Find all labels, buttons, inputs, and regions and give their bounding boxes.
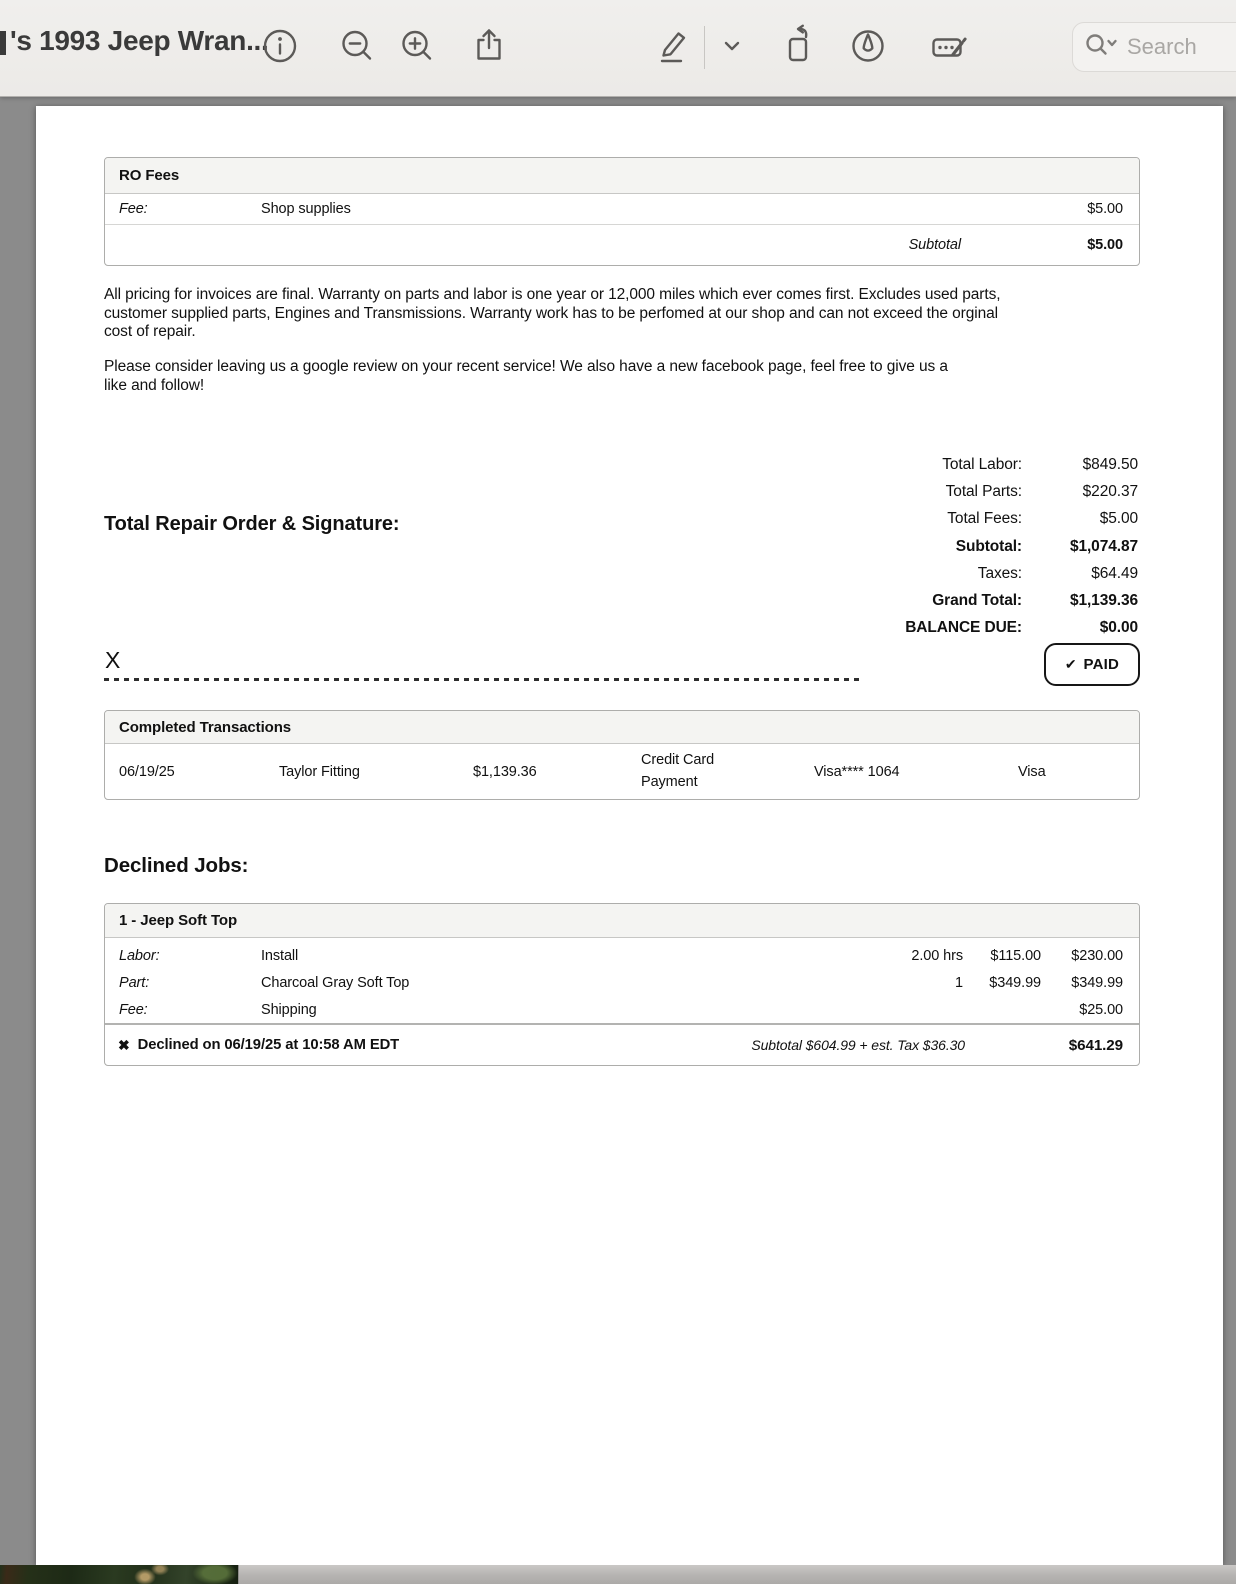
fee-amount: $5.00 — [1087, 201, 1123, 217]
draw-button[interactable] — [846, 25, 890, 69]
search-icon — [1083, 30, 1119, 65]
transaction-name: Taylor Fitting — [279, 763, 360, 780]
total-labor-row: Total Labor: $849.50 — [942, 455, 1138, 473]
paid-badge — [1044, 643, 1140, 686]
transaction-card: Visa**** 1064 — [814, 763, 900, 780]
draw-icon — [846, 24, 890, 71]
rotate-icon — [777, 24, 821, 71]
declined-jobs-heading: Declined Jobs: — [104, 854, 249, 877]
info-button[interactable] — [258, 25, 302, 69]
grand-total-row: Grand Total: $1,139.36 — [932, 592, 1138, 610]
desktop-wallpaper-photo — [0, 1565, 238, 1584]
markup-pencil-icon — [650, 24, 694, 71]
table-row — [105, 194, 1139, 225]
warranty-disclaimer: All pricing for invoices are final. Warranty on parts and labor is one year or 12,000 miles which ever comes first. Excludes used parts, customer supplied parts, Engines and Transmissions. Warranty work has to be perfomed at our shop and can not exceed the orginal cost of repair. — [104, 286, 1001, 341]
table-row: Labor: Install 2.00 hrs $115.00 $230.00 — [119, 948, 1123, 964]
paid-label: PAID — [1083, 656, 1120, 673]
window-title: 's 1993 Jeep Wran... — [10, 25, 269, 56]
signature-heading: Total Repair Order & Signature: — [104, 513, 400, 535]
transaction-date: 06/19/25 — [119, 763, 175, 780]
balance-due-row: BALANCE DUE: $0.00 — [905, 619, 1138, 637]
total-parts-row: Total Parts: $220.37 — [945, 482, 1138, 500]
signature-x: X — [105, 647, 121, 673]
declined-note: Declined on 06/19/25 at 10:58 AM EDT — [137, 1037, 400, 1053]
transaction-brand: Visa — [1018, 763, 1046, 780]
info-icon — [258, 24, 302, 71]
declined-job-table — [104, 903, 1140, 1066]
search-input[interactable] — [1127, 34, 1236, 60]
subtotal-row: Subtotal: $1,074.87 — [955, 537, 1138, 555]
completed-transactions-table — [104, 710, 1140, 800]
pdf-viewer[interactable] — [0, 98, 1236, 1565]
completed-transactions-header: Completed Transactions — [105, 711, 1139, 744]
subtotal-label: Subtotal — [908, 237, 961, 253]
ro-fees-header: RO Fees — [105, 158, 1139, 194]
table-row — [105, 744, 1139, 799]
totals-block — [905, 451, 1138, 642]
declined-footer-row — [105, 1023, 1139, 1065]
zoom-out-button[interactable] — [335, 25, 379, 69]
table-row: Fee: Shipping $25.00 — [119, 1001, 1123, 1018]
background-window-edge — [238, 1565, 1236, 1584]
ro-fees-table — [104, 157, 1140, 266]
table-row — [105, 225, 1139, 265]
fee-label: Fee: — [119, 201, 148, 217]
share-icon — [467, 24, 511, 71]
x-mark-icon: ✖ — [118, 1036, 130, 1053]
search-field[interactable] — [1072, 22, 1236, 72]
zoom-in-icon — [395, 24, 439, 71]
zoom-out-icon — [335, 24, 379, 71]
signature-line — [104, 678, 861, 681]
subtotal-value: $5.00 — [1087, 237, 1123, 253]
clipped-letter-fragment — [0, 31, 6, 55]
transaction-amount: $1,139.36 — [473, 763, 537, 780]
taxes-row: Taxes: $64.49 — [977, 564, 1138, 582]
toolbar-divider — [704, 26, 705, 69]
declined-job-header: 1 - Jeep Soft Top — [105, 904, 1139, 938]
form-fill-button[interactable] — [926, 25, 970, 69]
declined-status — [118, 1037, 399, 1054]
review-note: Please consider leaving us a google review on your recent service! We also have a new facebook page, feel free to give us a like and follow! — [104, 358, 948, 394]
markup-options-button[interactable] — [717, 32, 747, 62]
declined-total: $641.29 — [1068, 1036, 1123, 1054]
share-button[interactable] — [467, 25, 511, 69]
toolbar — [0, 0, 1236, 97]
declined-subtotal-note: Subtotal $604.99 + est. Tax $36.30 — [751, 1037, 965, 1053]
rotate-button[interactable] — [777, 25, 821, 69]
markup-button[interactable] — [650, 25, 694, 69]
bottom-strip — [0, 1565, 1236, 1584]
chevron-down-icon — [717, 31, 747, 64]
check-icon: ✔ — [1064, 656, 1077, 672]
fee-desc: Shop supplies — [261, 201, 351, 217]
total-fees-row: Total Fees: $5.00 — [947, 510, 1138, 528]
form-fill-icon — [926, 24, 970, 71]
zoom-in-button[interactable] — [395, 25, 439, 69]
transaction-method: Credit Card Payment — [641, 752, 715, 790]
table-row: Part: Charcoal Gray Soft Top 1 $349.99 $349.99 — [119, 974, 1123, 991]
pdf-page — [36, 106, 1223, 1565]
